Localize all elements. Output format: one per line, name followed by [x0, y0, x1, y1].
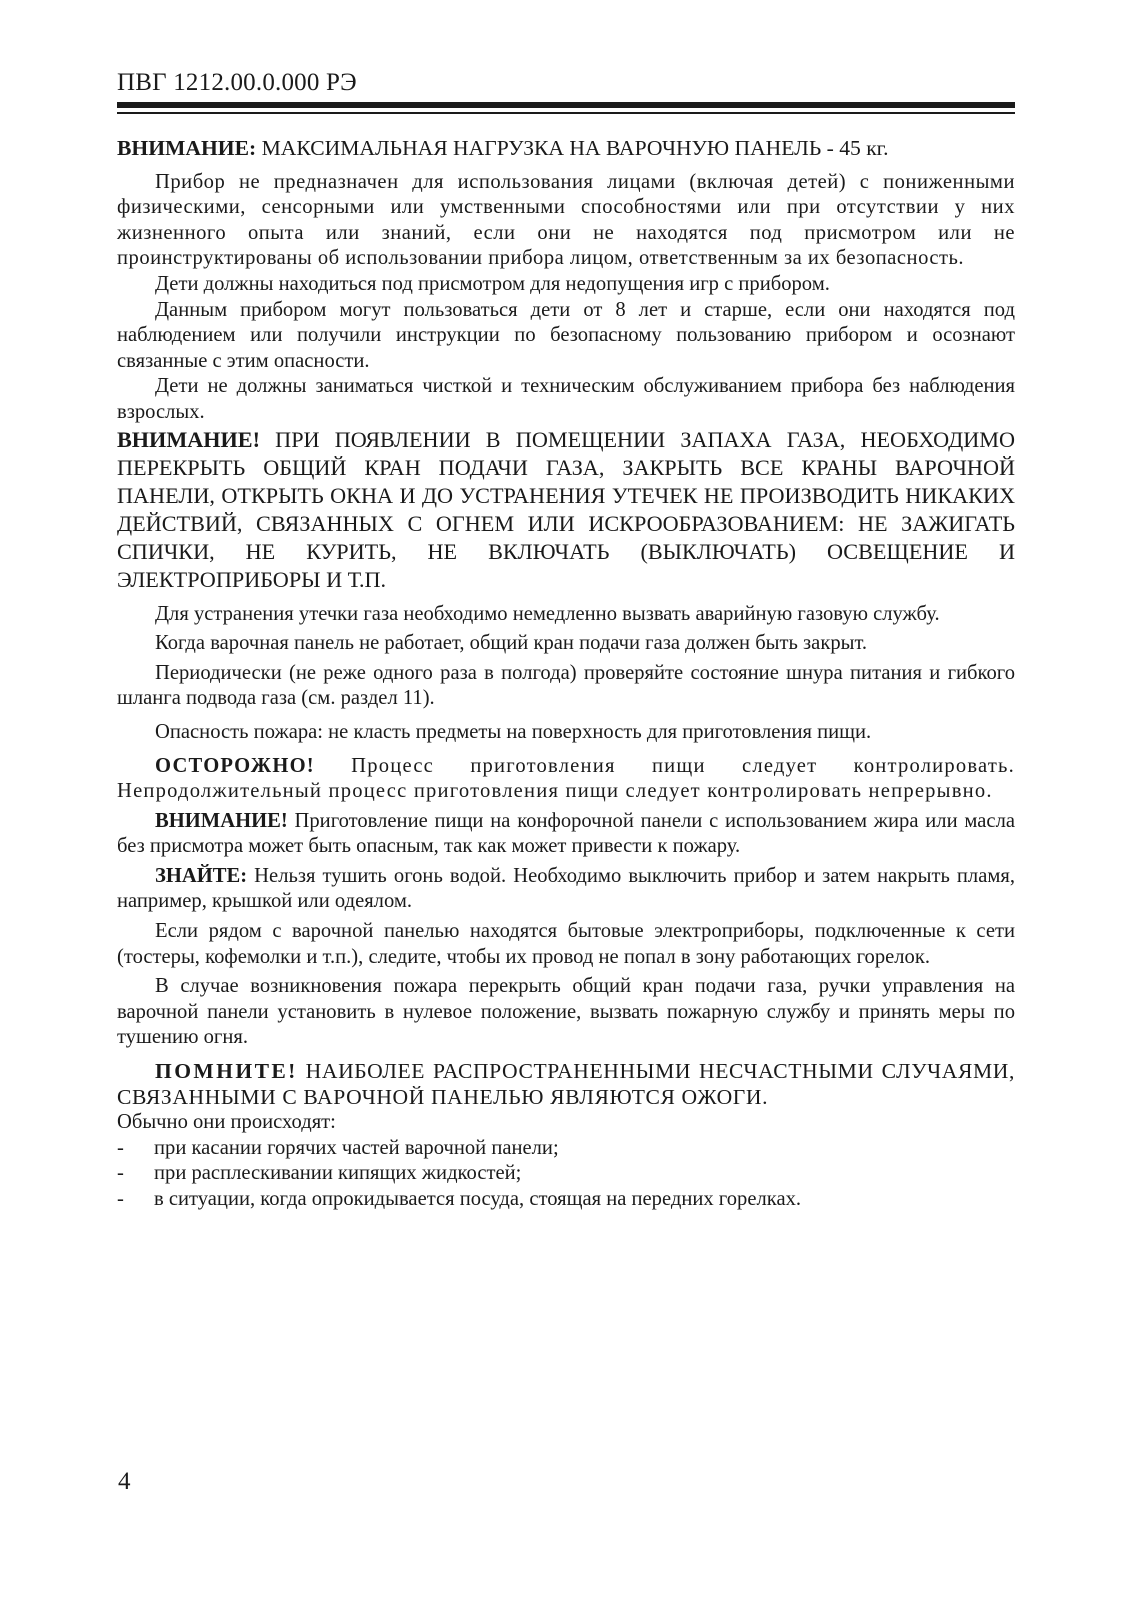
paragraph-valve-closed: Когда варочная панель не работает, общий кран подачи газа должен быть закрыт.: [155, 632, 868, 655]
paragraph-children-cleaning: Дети не должны заниматься чисткой и техническим обслуживанием прибора без наблюдения взрослых.: [117, 375, 1015, 423]
caution-cooking-control: [117, 754, 1015, 805]
list-item: [117, 1161, 1015, 1187]
paragraph-appliances-nearby: Если рядом с варочной панелью находятся бытовые электроприборы, подключенные к сети (тостеры, кофемолки и т.п.), следите, чтобы их провод не попал в зону работающих горелок.: [117, 920, 1015, 968]
warning-text: Приготовление пищи на конфорочной панели с использованием жира или масла без присмотра может быть опасным, так как может привести к пожару.: [117, 809, 1015, 858]
header-rule-thin: [117, 112, 1015, 114]
list-item: [117, 1136, 1015, 1162]
warning-text: ПРИ ПОЯВЛЕНИИ В ПОМЕЩЕНИИ ЗАПАХА ГАЗА, НЕОБХОДИМО ПЕРЕКРЫТЬ ОБЩИЙ КРАН ПОДАЧИ ГАЗА, ЗАКРЫТЬ ВСЕ КРАНЫ ВАРОЧНОЙ ПАНЕЛИ, ОТКРЫТЬ ОКНА И ДО УСТРАНЕНИЯ УТЕЧЕК НЕ ПРОИЗВОДИТЬ НИКАКИХ ДЕЙСТВИЙ, СВЯЗАННЫХ С ОГНЕМ ИЛИ ИСКРООБРАЗОВАНИЕМ: НЕ ЗАЖИГАТЬ СПИЧКИ, НЕ КУРИТЬ, НЕ ВКЛЮЧАТЬ (ВЫКЛЮЧАТЬ) ОСВЕЩЕНИЕ И ЭЛЕКТРОПРИБОРЫ И Т.П.: [117, 426, 1015, 592]
caution-text: Процесс приготовления пищи следует контролировать. Непродолжительный процесс приготовления пищи следует контролировать непрерывно.: [117, 754, 1015, 803]
page-content: [117, 136, 1015, 1213]
document-code: ПВГ 1212.00.0.000 РЭ: [117, 69, 357, 96]
warning-label: ВНИМАНИЕ!: [155, 809, 288, 832]
page-header: [117, 68, 1015, 98]
remember-text: НАИБОЛЕЕ РАСПРОСТРАНЕННЫМИ НЕСЧАСТНЫМИ СЛУЧАЯМИ, СВЯЗАННЫМИ С ВАРОЧНОЙ ПАНЕЛЬЮ ЯВЛЯЮТСЯ ОЖОГИ.: [117, 1059, 1015, 1109]
know-water-fire: [117, 864, 1015, 915]
paragraph-children-8-years: Данным прибором могут пользоваться дети от 8 лет и старше, если они находятся под наблюдением или получили инструкции по безопасному пользованию прибором и осознают связанные с этим опасности.: [117, 298, 1015, 372]
list-item-text: при касании горячих частей варочной панели;: [154, 1136, 559, 1159]
paragraph-not-intended: Прибор не предназначен для использования лицами (включая детей) с пониженными физическими, сенсорными или умственными способностями или при отсутствии у них жизненного опыта или знаний, если они не находятся под присмотром или не проинструктированы об использовании прибора лицом, ответственным за их безопасность.: [117, 170, 1015, 270]
max-load-warning: [117, 136, 1015, 162]
paragraph-fire-case: В случае возникновения пожара перекрыть общий кран подачи газа, ручки управления на варочной панели установить в нулевое положение, вызвать пожарную службу и принять меры по тушению огня.: [117, 975, 1015, 1049]
paragraph-children-supervision: Дети должны находиться под присмотром для недопущения игр с прибором.: [155, 272, 830, 295]
warning-label: ВНИМАНИЕ!: [117, 426, 260, 452]
paragraph-periodic-check: Периодически (не реже одного раза в полгода) проверяйте состояние шнура питания и гибкого шланга подвода газа (см. раздел 11).: [117, 661, 1015, 710]
remember-label: ПОМНИТЕ!: [155, 1059, 298, 1084]
list-item-text: в ситуации, когда опрокидывается посуда, стоящая на передних горелках.: [154, 1188, 802, 1210]
caution-label: ОСТОРОЖНО!: [155, 754, 315, 777]
header-rule-thick: [117, 102, 1015, 108]
paragraph-usually-occur: Обычно они происходят:: [117, 1111, 336, 1134]
page-number: 4: [118, 1468, 131, 1495]
warning-text: МАКСИМАЛЬНАЯ НАГРУЗКА НА ВАРОЧНУЮ ПАНЕЛЬ - 45 кг.: [256, 136, 889, 160]
warning-oil-fat: [117, 809, 1015, 860]
list-item: [117, 1187, 1015, 1213]
list-item-text: при расплескивании кипящих жидкостей;: [154, 1162, 522, 1185]
warning-label: ВНИМАНИЕ:: [117, 136, 257, 160]
list-dash: -: [117, 1188, 124, 1210]
paragraph-gas-leak: Для устранения утечки газа необходимо немедленно вызвать аварийную газовую службу.: [155, 602, 940, 625]
know-text: Нельзя тушить огонь водой. Необходимо выключить прибор и затем накрыть пламя, например, крышкой или одеялом.: [117, 864, 1015, 913]
list-dash: -: [117, 1136, 124, 1159]
know-label: ЗНАЙТЕ:: [155, 864, 248, 887]
gas-smell-warning: [117, 426, 1015, 594]
remember-burns: [117, 1059, 1015, 1110]
burn-causes-list: [117, 1136, 1015, 1213]
list-dash: -: [117, 1162, 124, 1185]
paragraph-fire-danger: Опасность пожара: не класть предметы на поверхность для приготовления пищи.: [155, 720, 872, 743]
